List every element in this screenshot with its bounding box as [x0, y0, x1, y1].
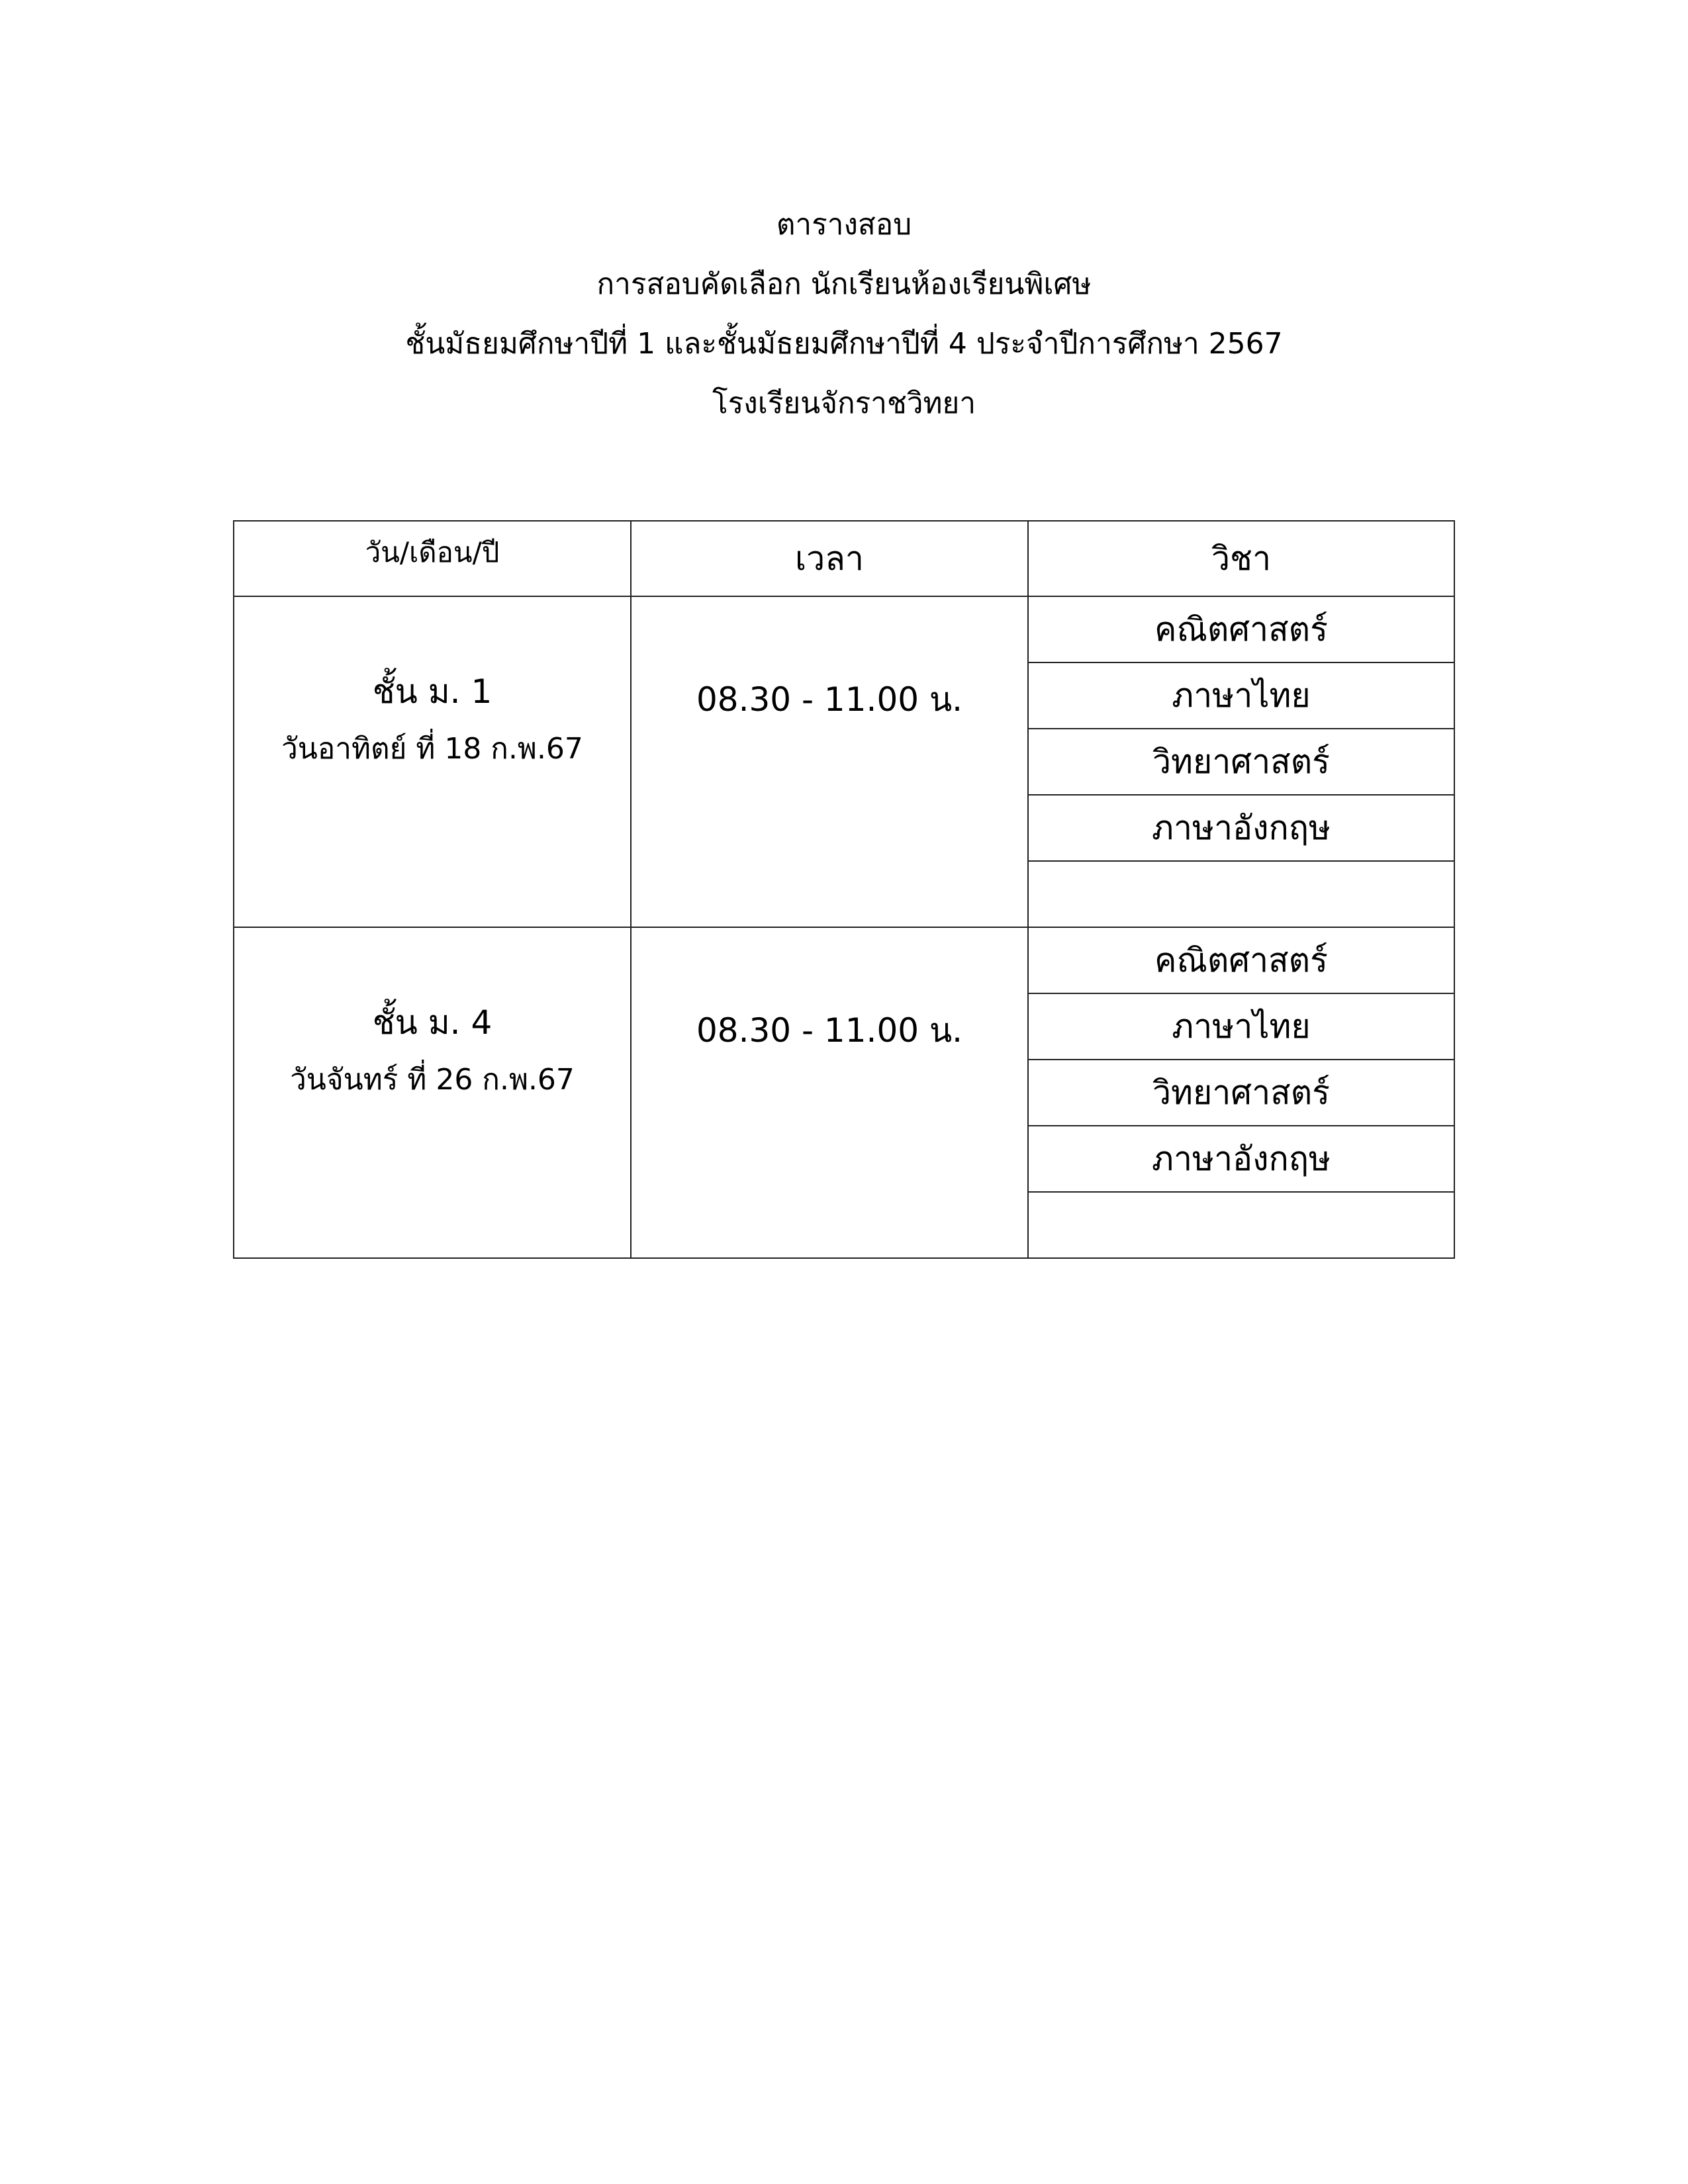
- table-header-row: [234, 521, 1454, 596]
- subject-cell-empty: [1028, 861, 1454, 927]
- subject-cell: วิทยาศาสตร์: [1028, 1060, 1454, 1126]
- subject-cell: ภาษาไทย: [1028, 662, 1454, 729]
- exam-schedule-table: [233, 520, 1455, 1259]
- subject-cell: ภาษาอังกฤษ: [1028, 795, 1454, 861]
- exam-date: วันอาทิตย์ ที่ 18 ก.พ.67: [281, 732, 583, 766]
- table-row: [234, 927, 1454, 993]
- subject-cell: คณิตศาสตร์: [1028, 927, 1454, 993]
- grade-label: ชั้น ม. 1: [372, 672, 492, 711]
- exam-time: 08.30 - 11.00 น.: [696, 680, 963, 719]
- subject-cell-empty: [1028, 1192, 1454, 1258]
- column-header-subject: วิชา: [1028, 521, 1454, 596]
- grade-label: ชั้น ม. 4: [372, 1003, 492, 1042]
- subject-cell: คณิตศาสตร์: [1028, 596, 1454, 662]
- subject-cell: ภาษาอังกฤษ: [1028, 1126, 1454, 1192]
- school-name: โรงเรียนจักราชวิทยา: [712, 387, 976, 420]
- table-row: [234, 596, 1454, 662]
- exam-time: 08.30 - 11.00 น.: [696, 1011, 963, 1050]
- column-header-time: เวลา: [631, 521, 1028, 596]
- grade-date-cell-m1: [234, 596, 631, 927]
- exam-levels-line: ชั้นมัธยมศึกษาปีที่ 1 และชั้นมัธยมศึกษาปีที่ 4 ประจำปีการศึกษา 2567: [405, 327, 1283, 361]
- subject-cell: วิทยาศาสตร์: [1028, 729, 1454, 795]
- grade-date-cell-m4: [234, 927, 631, 1258]
- time-cell-m1: [631, 596, 1028, 927]
- column-header-date: วัน/เดือน/ปี: [234, 521, 631, 596]
- exam-subtitle: การสอบคัดเลือก นักเรียนห้องเรียนพิเศษ: [596, 267, 1092, 301]
- exam-date: วันจันทร์ ที่ 26 ก.พ.67: [290, 1063, 575, 1097]
- time-cell-m4: [631, 927, 1028, 1258]
- page-title: ตารางสอบ: [776, 208, 912, 242]
- subject-cell: ภาษาไทย: [1028, 993, 1454, 1060]
